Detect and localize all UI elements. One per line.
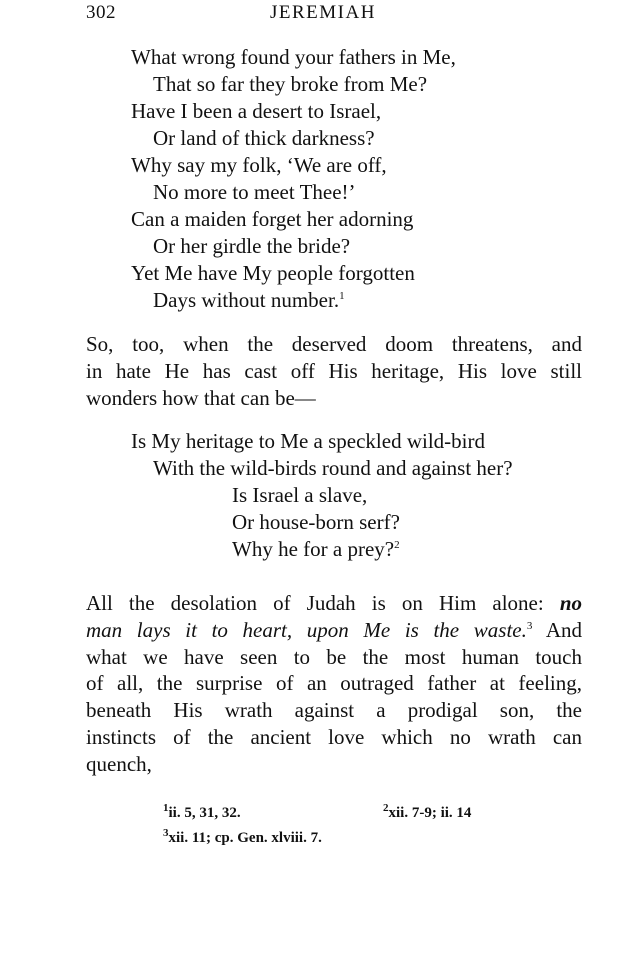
verse-line: With the wild-birds round and against her? <box>153 456 513 480</box>
verse-line-text: Why he for a prey? <box>232 537 395 561</box>
prose-text: And <box>545 617 583 642</box>
prose-line: instincts of the ancient love which no wrath can <box>86 724 582 749</box>
footnote-mark: 1 <box>163 802 169 814</box>
prose-line: in hate He has cast off His heritage, His love still <box>86 358 582 383</box>
verse-line: Have I been a desert to Israel, <box>131 99 382 123</box>
prose-paragraph-1 <box>86 331 582 411</box>
footnote-text: xii. 7-9; ii. 14 <box>388 805 472 821</box>
prose-line: quench, <box>86 751 152 776</box>
prose-text: All the desolation of Judah is on Him alone: <box>86 591 544 615</box>
footnote-marker: 3 <box>526 619 533 632</box>
footnote <box>163 802 241 822</box>
verse-line: Or house-born serf? <box>232 510 400 534</box>
verse-line: Or her girdle the bride? <box>153 234 351 258</box>
prose-paragraph-2 <box>86 590 582 778</box>
footnote-marker: 2 <box>394 539 400 551</box>
page-header <box>0 2 621 26</box>
prose-italic-text: man lays it to heart, upon Me is the waste. <box>86 617 527 642</box>
verse-line: Or land of thick darkness? <box>153 126 375 150</box>
verse-line: No more to meet Thee!’ <box>153 180 356 204</box>
verse-line-text: Days without number. <box>153 288 340 312</box>
verse-line: Is Israel a slave, <box>232 483 368 507</box>
verse-line: Why say my folk, ‘We are off, <box>131 153 387 177</box>
footnote <box>163 827 322 847</box>
footnote-marker: 1 <box>339 290 345 302</box>
prose-line <box>86 617 582 644</box>
running-title: JEREMIAH <box>270 2 376 23</box>
verse-line <box>153 287 345 313</box>
verse-line <box>232 536 400 562</box>
verse-line: Is My heritage to Me a speckled wild-bird <box>131 429 485 453</box>
verse-line: That so far they broke from Me? <box>153 72 428 96</box>
footnote-text: xii. 11; cp. Gen. xlviii. 7. <box>168 830 322 846</box>
verse-line: What wrong found your fathers in Me, <box>131 45 456 69</box>
prose-line <box>86 590 582 617</box>
prose-line: beneath His wrath against a prodigal son, the <box>86 698 582 723</box>
footnote-mark: 2 <box>383 802 389 814</box>
prose-line: So, too, when the deserved doom threatens, and <box>86 332 582 356</box>
footnote-text: ii. 5, 31, 32. <box>168 805 241 821</box>
footnote-mark: 3 <box>163 827 169 839</box>
prose-italic-text: no <box>559 591 583 615</box>
prose-line: of all, the surprise of an outraged father at feeling, <box>86 671 582 696</box>
page-number: 302 <box>86 2 116 23</box>
verse-line: Can a maiden forget her adorning <box>131 207 414 231</box>
prose-line: what we have seen to be the most human touch <box>86 644 582 669</box>
prose-line: wonders how that can be— <box>86 385 316 410</box>
footnote <box>383 802 472 822</box>
verse-line: Yet Me have My people forgotten <box>131 261 415 285</box>
